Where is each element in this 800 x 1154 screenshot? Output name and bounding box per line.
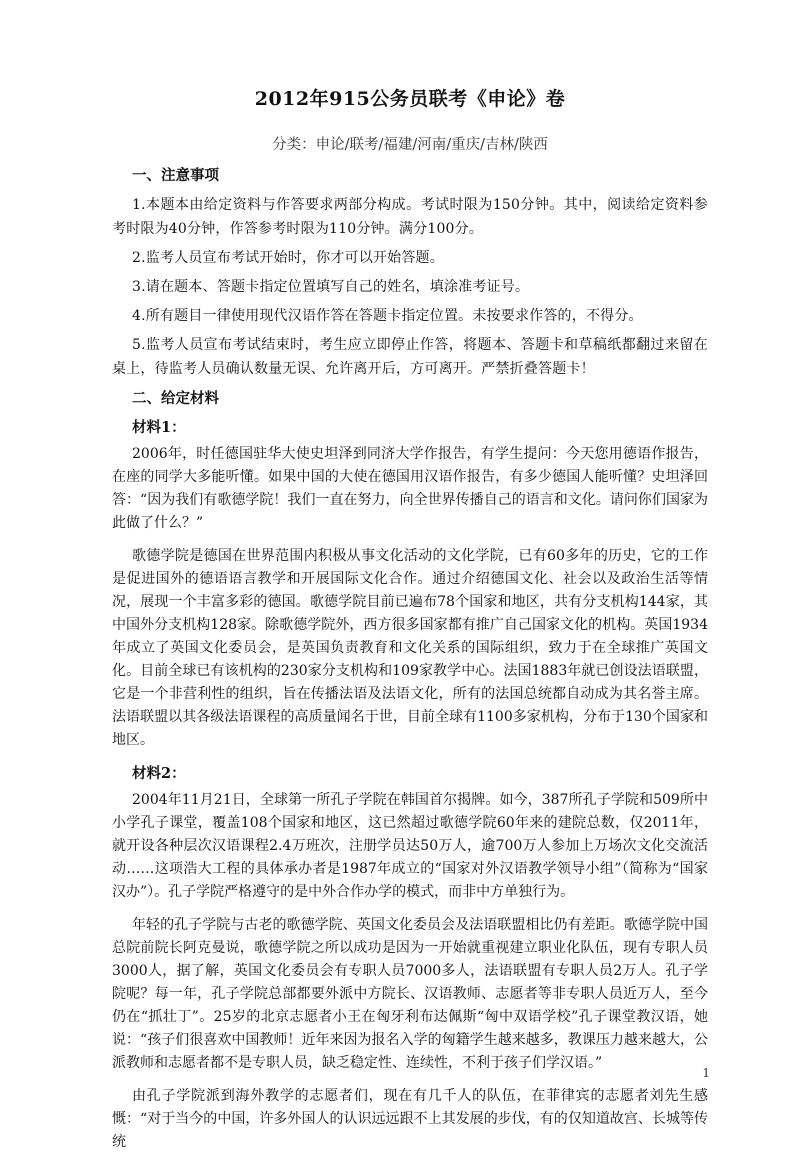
notice-item: 5.监考人员宣布考试结束时，考生应立即停止作答，将题本、答题卡和草稿纸都翻过来留在桌上，待监考人员确认数量无误、允许离开后，方可离开。严禁折叠答题卡！ bbox=[112, 337, 708, 377]
notice-item: 4.所有题目一律使用现代汉语作答在答题卡指定位置。未按要求作答的，不得分。 bbox=[132, 308, 643, 324]
material-label: 材料1： bbox=[132, 419, 186, 436]
material-paragraph: 2006年，时任德国驻华大使史坦泽到同济大学作报告，有学生提问：今天您用德语作报告，在座的同学大多能听懂。如果中国的大使在德国用汉语作报告，有多少德国人能听懂？史坦泽回答：“因为我们有歌德学院！我们一直在努力，向全世界传播自己的语言和文化。请问你们国家为此做了什么？” bbox=[112, 446, 708, 531]
material-paragraph: 由孔子学院派到海外教学的志愿者们，现在有几千人的队伍，在菲律宾的志愿者刘先生感慨：“对于当今的中国，许多外国人的认识远远跟不上其发展的步伐，有的仅知道故宫、长城等传统 bbox=[112, 1088, 708, 1150]
notice-item: 2.监考人员宣布考试开始时，你才可以开始答题。 bbox=[132, 250, 444, 266]
notice-item: 3.请在题本、答题卡指定位置填写自己的姓名，填涂准考证号。 bbox=[132, 279, 530, 295]
notice-item: 1.本题本由给定资料与作答要求两部分构成。考试时限为150分钟。其中，阅读给定资料参考时限为40分钟，作答参考时限为110分钟。满分100分。 bbox=[112, 197, 708, 237]
document-category: 分类：申论/联考/福建/河南/重庆/吉林/陕西 bbox=[272, 137, 548, 153]
material-paragraph: 歌德学院是德国在世界范围内积极从事文化活动的文化学院，已有60多年的历史，它的工作是促进国外的德语语言教学和开展国际文化合作。通过介绍德国文化、社会以及政治生活等情况，展现一个丰富多彩的德国。歌德学院目前已遍布78个国家和地区，共有分支机构144家，其中国外分支机构128家。除歌德学院外，西方很多国家都有推广自己国家文化的机构。英国1934年成立了英国文化委员会，是英国负责教育和文化关系的国际组织，致力于在全球推广英国文化。目前全球已有该机构的230家分支机构和109家教学中心。法国1883年就已创设法语联盟，它是一个非营利性的组织，旨在传播法语及法语文化，所有的法国总统都自动成为其名誉主席。法语联盟以其各级法语课程的高质量闻名于世，目前全球有1100多家机构，分布于130个国家和地区。 bbox=[112, 548, 708, 748]
section-heading-materials: 二、给定材料 bbox=[132, 390, 219, 407]
document-title: 2012年915公务员联考《申论》卷 bbox=[254, 88, 566, 110]
material-label: 材料2： bbox=[132, 765, 186, 782]
page-number: 1 bbox=[702, 1066, 710, 1080]
material-paragraph: 2004年11月21日，全球第一所孔子学院在韩国首尔揭牌。如今，387所孔子学院和509所中小学孔子课堂，覆盖108个国家和地区，这已然超过歌德学院60年来的建院总数，仅2011年，就开设各种层次汉语课程2.4万班次，注册学员达50万人，逾700万人参加上万场次文化交流活动……这项浩大工程的具体承办者是1987年成立的“国家对外汉语教学领导小组”（简称为“国家汉办”）。孔子学院严格遵守的是中外合作办学的模式，而非中方单独行为。 bbox=[112, 792, 708, 900]
section-heading-notice: 一、注意事项 bbox=[132, 167, 219, 184]
material-paragraph: 年轻的孔子学院与古老的歌德学院、英国文化委员会及法语联盟相比仍有差距。歌德学院中国总院前院长阿克曼说，歌德学院之所以成功是因为一开始就重视建立职业化队伍，现有专职人员3000人，据了解，英国文化委员会有专职人员7000多人，法语联盟有专职人员2万人。孔子学院呢？每一年，孔子学院总部都要外派中方院长、汉语教师、志愿者等非专职人员近万人，至今仍在“抓壮丁”。25岁的北京志愿者小王在匈牙利布达佩斯“匈中双语学校”孔子课堂教汉语，她说：“孩子们很喜欢中国教师！近年来因为报名入学的匈籍学生越来越多，教课压力越来越大，公派教师和志愿者都不是专职人员，缺乏稳定性、连续性，不利于孩子们学汉语。” bbox=[112, 917, 708, 1071]
